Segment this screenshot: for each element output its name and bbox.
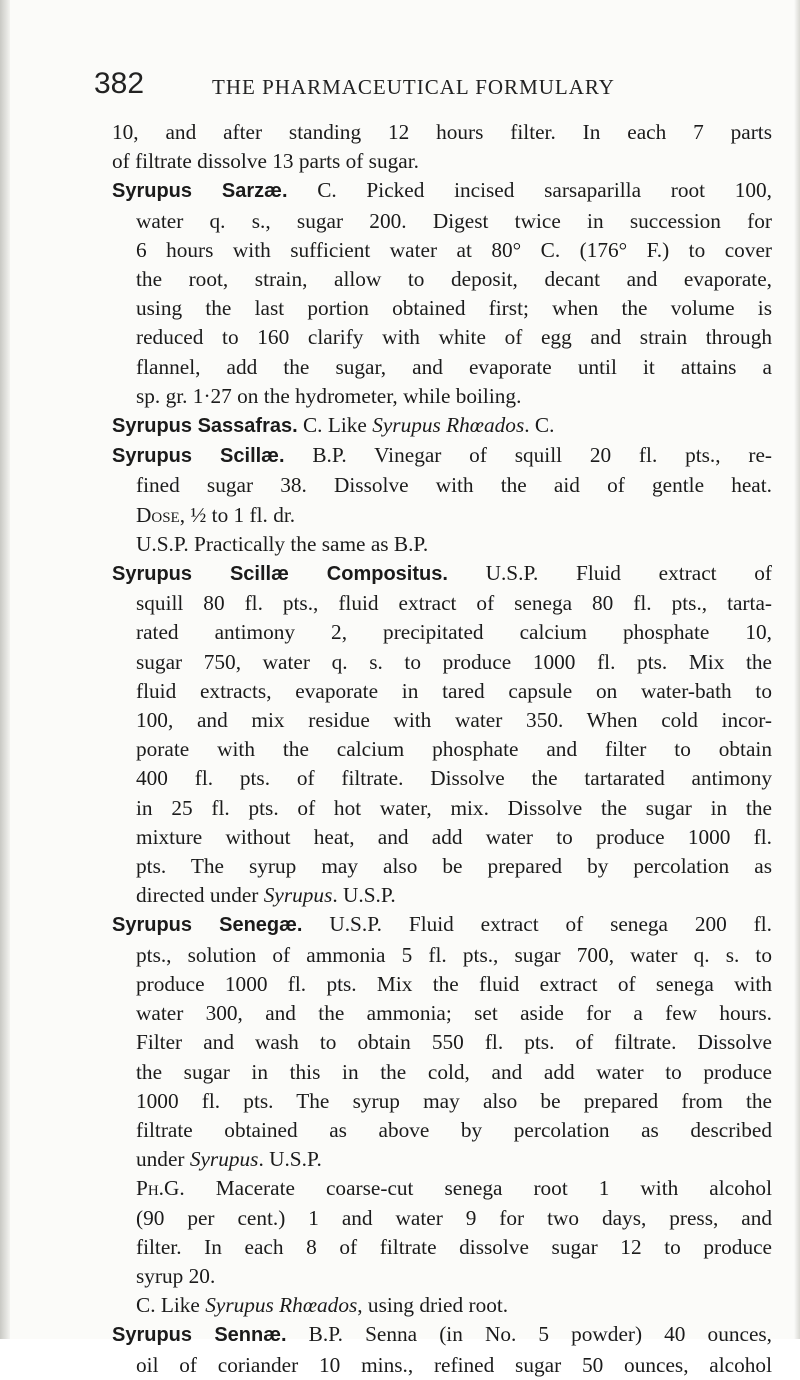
entry-first-line (112, 910, 772, 940)
body-line: using the last portion obtained first; when the volume is (136, 296, 772, 321)
body-text: Macerate coarse-cut senega root 1 with alcohol (184, 1176, 772, 1201)
entry-heading: Syrupus Scillæ Compositus. (112, 563, 448, 586)
entry-heading: Syrupus Sennæ. (112, 1324, 287, 1347)
body-line: porate with the calcium phosphate and filter to obtain (136, 737, 772, 762)
entry-heading: Syrupus Senegæ. (112, 914, 303, 937)
body-text: U.S.P. Fluid extract of (447, 561, 772, 586)
body-text: B.P. Senna (in No. 5 powder) 40 ounces, (286, 1322, 773, 1347)
body-line: 1000 fl. pts. The syrup may also be prepared from the (136, 1088, 772, 1113)
body-line: water 300, and the ammonia; set aside for a few hours. (136, 1001, 772, 1026)
body-text: , using dried root. (357, 1293, 509, 1318)
cross-reference: Syrupus Rhœados (205, 1293, 358, 1318)
dose-value: ½ to 1 fl. dr. (185, 502, 296, 527)
body-line: in 25 fl. pts. of hot water, mix. Dissolve the sugar in the (136, 795, 772, 820)
page-number: 382 (94, 67, 145, 100)
body-line: rated antimony 2, precipitated calcium phosphate 10, (136, 620, 772, 645)
body-line: 6 hours with sufficient water at 80° C. (176° F.) to cover (136, 237, 772, 262)
body-line: squill 80 fl. pts., fluid extract of senega 80 fl. pts., tarta- (136, 591, 772, 616)
body-text: . C. (524, 413, 555, 438)
body-line: pts. The syrup may also be prepared by percolation as (136, 854, 772, 879)
body-line: flannel, add the sugar, and evaporate until it attains a (136, 354, 772, 379)
body-line (112, 881, 772, 910)
body-line: syrup 20. (136, 1263, 216, 1288)
body-line: 10, and after standing 12 hours filter. In each 7 parts (112, 120, 772, 144)
body-text: under (136, 1147, 190, 1172)
page-edge-right (794, 0, 800, 1339)
body-text: C. Like (297, 413, 373, 438)
body-line: the sugar in this in the cold, and add water to produce (136, 1059, 772, 1084)
body-text: C. Picked incised sarsaparilla root 100, (287, 178, 772, 203)
page-header (94, 66, 754, 106)
body-line: oil of coriander 10 mins., refined sugar 50 ounces, alcohol (136, 1352, 772, 1377)
body-line: reduced to 160 clarify with white of egg and strain through (136, 325, 772, 350)
body-text: U.S.P. Fluid extract of senega 200 fl. (302, 912, 772, 937)
body-line: (90 per cent.) 1 and water 9 for two days, press, and (136, 1205, 772, 1230)
body-line (112, 1291, 772, 1320)
cross-reference: Syrupus (189, 1147, 259, 1172)
body-line: filter. In each 8 of filtrate dissolve sugar 12 to produce (136, 1234, 772, 1259)
entry-first-line (112, 441, 772, 471)
cross-reference: Syrupus Rhœados (372, 413, 525, 438)
entry-first-line (112, 411, 772, 441)
body-line: fined sugar 38. Dissolve with the aid of gentle heat. (136, 473, 772, 498)
body-line: U.S.P. Practically the same as B.P. (136, 531, 429, 556)
body-line: pts., solution of ammonia 5 fl. pts., sugar 700, water q. s. to (136, 942, 772, 967)
body-text: . U.S.P. (258, 1147, 322, 1172)
body-line (112, 1145, 772, 1174)
body-text: B.P. Vinegar of squill 20 fl. pts., re- (284, 443, 772, 468)
entry-first-line (112, 176, 772, 206)
page-body (112, 118, 772, 1380)
entry-heading: Syrupus Sassafras. (112, 415, 298, 438)
body-line: fluid extracts, evaporate in tared capsule on water-bath to (136, 678, 772, 703)
dose-label: Dose, (136, 502, 186, 527)
pharmacopoeia-line (112, 1174, 772, 1203)
body-line: produce 1000 fl. pts. Mix the fluid extract of senega with (136, 971, 772, 996)
dose-line (112, 501, 772, 530)
body-line: sugar 750, water q. s. to produce 1000 fl. pts. Mix the (136, 649, 772, 674)
body-line: Filter and wash to obtain 550 fl. pts. of filtrate. Dissolve (136, 1030, 772, 1055)
running-head: THE PHARMACEUTICAL FORMULARY (212, 75, 615, 99)
body-text: directed under (136, 883, 264, 908)
body-line: filtrate obtained as above by percolation as described (136, 1117, 772, 1142)
body-line: sp. gr. 1·27 on the hydrometer, while boiling. (136, 383, 522, 408)
body-line: the root, strain, allow to deposit, decant and evaporate, (136, 267, 772, 292)
cross-reference: Syrupus (263, 883, 333, 908)
body-text: C. Like (136, 1293, 206, 1318)
entry-heading: Syrupus Sarzæ. (112, 180, 288, 203)
body-line: 400 fl. pts. of filtrate. Dissolve the tartarated antimony (136, 766, 772, 791)
entry-first-line (112, 559, 772, 589)
page-edge-shadow (0, 0, 10, 1339)
entry-heading: Syrupus Scillæ. (112, 445, 285, 468)
pharmacopoeia-label: Ph.G. (136, 1176, 185, 1201)
entry-first-line (112, 1320, 772, 1350)
body-line: of filtrate dissolve 13 parts of sugar. (112, 149, 419, 174)
body-line: water q. s., sugar 200. Digest twice in succession for (136, 208, 772, 233)
body-line: mixture without heat, and add water to produce 1000 fl. (136, 824, 772, 849)
body-text: . U.S.P. (332, 883, 396, 908)
body-line: 100, and mix residue with water 350. When cold incor- (136, 708, 772, 733)
